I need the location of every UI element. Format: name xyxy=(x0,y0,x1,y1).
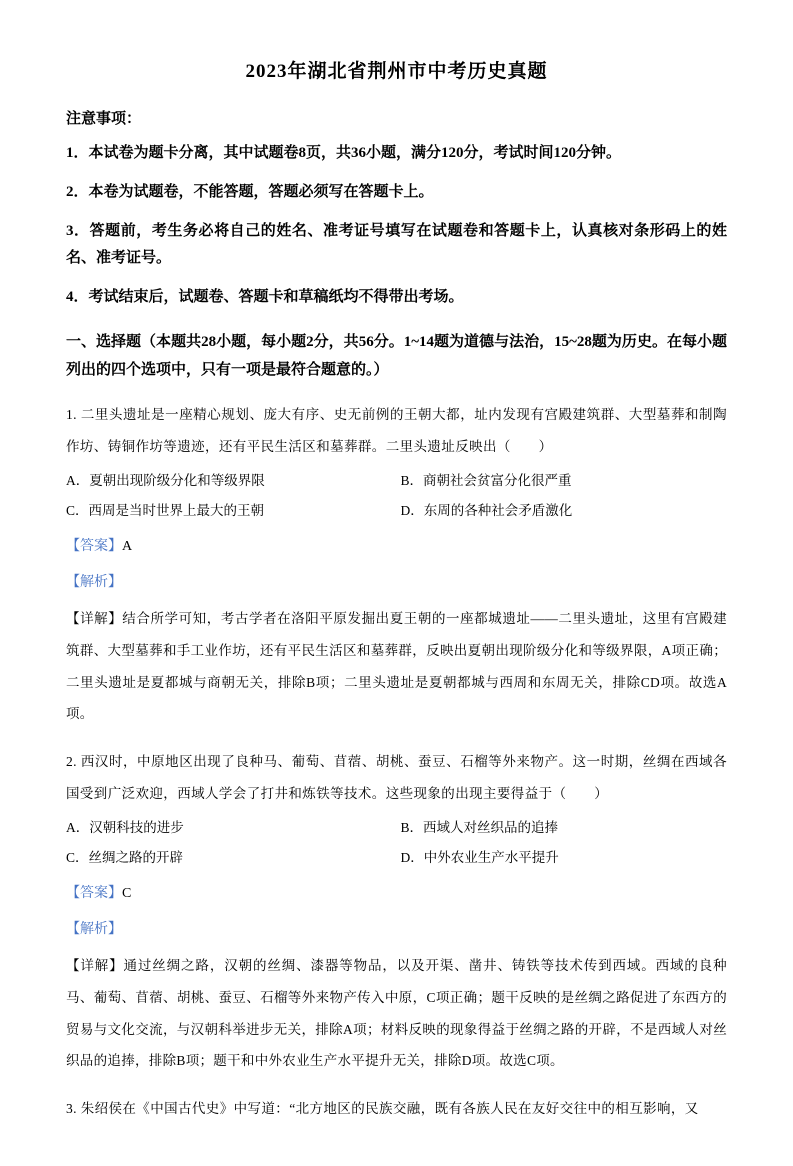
notice-item-1: 1．本试卷为题卡分离，其中试题卷8页，共36小题，满分120分，考试时间120分钟。 xyxy=(66,145,622,161)
analysis-label: 【解析】 xyxy=(66,921,122,937)
question-2 xyxy=(66,746,727,1077)
answer-label: 【答案】 xyxy=(66,539,122,555)
question-1-option-d: D．东周的各种社会矛盾激化 xyxy=(400,502,573,518)
notice-item-2: 2．本卷为试题卷，不能答题，答题必须写在答题卡上。 xyxy=(66,183,434,200)
question-2-stem: 2. 西汉时，中原地区出现了良种马、葡萄、苜蓿、胡桃、蚕豆、石榴等外来物产。这一时期，丝绸在西域各国受到广泛欢迎，西域人学会了打井和炼铁等技术。这些现象的出现主要得益于（ ） xyxy=(66,753,727,802)
question-2-detail: 【详解】通过丝绸之路，汉朝的丝绸、漆器等物品，以及开渠、凿井、铸铁等技术传到西域。西域的良种马、葡萄、苜蓿、胡桃、蚕豆、石榴等外来物产传入中原，C项正确；题干反映的是丝绸之路促进了东西方的贸易与文化交流，与汉朝科举进步无关，排除A项；材料反映的现象得益于丝绸之路的开辟，不是西域人对丝织品的追捧，排除B项；题干和中外农业生产水平提升无关，排除D项。故选C项。 xyxy=(66,958,727,1069)
question-1-option-a: A．夏朝出现阶级分化和等级界限 xyxy=(66,472,265,488)
question-1-options xyxy=(66,466,727,527)
question-1-answer-line xyxy=(66,532,727,561)
question-2-option-a: A．汉朝科技的进步 xyxy=(66,819,184,835)
question-1-detail: 【详解】结合所学可知，考古学者在洛阳平原发掘出夏王朝的一座都城遗址——二里头遗址，这里有宫殿建筑群、大型墓葬和手工业作坊，还有平民生活区和墓葬群，反映出夏朝出现阶级分化和等级界限，A项正确；二里头遗址是夏都城与商朝无关，排除B项；二里头遗址是夏朝都城与西周和东周无关，排除CD项。故选A项。 xyxy=(66,611,727,722)
question-2-answer-line xyxy=(66,879,727,908)
question-2-option-b: B．西域人对丝织品的追捧 xyxy=(400,819,559,835)
question-1-option-c: C．西周是当时世界上最大的王朝 xyxy=(66,502,265,518)
question-1-stem: 1. 二里头遗址是一座精心规划、庞大有序、史无前例的王朝大都，址内发现有宫殿建筑群、大型墓葬和制陶作坊、铸铜作坊等遗迹，还有平民生活区和墓葬群。二里头遗址反映出（ ） xyxy=(66,406,727,455)
analysis-label: 【解析】 xyxy=(66,574,122,590)
notice-section xyxy=(66,107,727,312)
notice-item-3: 3．答题前，考生务必将自己的姓名、准考证号填写在试题卷和答题卡上，认真核对条形码上的姓名、准考证号。 xyxy=(66,222,727,267)
question-3 xyxy=(66,1093,727,1125)
notice-item-4: 4．考试结束后，试题卷、答题卡和草稿纸均不得带出考场。 xyxy=(66,289,464,305)
question-1-option-b: B．商朝社会贫富分化很严重 xyxy=(400,472,572,488)
question-2-option-c: C．丝绸之路的开辟 xyxy=(66,850,184,866)
exam-title: 2023年湖北省荆州市中考历史真题 xyxy=(245,61,548,82)
answer-label: 【答案】 xyxy=(66,886,122,902)
question-1-answer-value: A xyxy=(122,539,133,555)
section-heading: 一、选择题（本题共28小题，每小题2分，共56分。1~14题为道德与法治，15~28题为历史。在每小题列出的四个选项中，只有一项是最符合题意的。） xyxy=(66,333,727,379)
question-1 xyxy=(66,399,727,730)
question-3-stem: 3. 朱绍侯在《中国古代史》中写道：“北方地区的民族交融，既有各族人民在友好交往中的相互影响，又 xyxy=(66,1101,699,1117)
question-2-options xyxy=(66,813,727,874)
question-2-analysis-line xyxy=(66,915,727,944)
question-1-analysis-line xyxy=(66,568,727,597)
question-2-option-d: D．中外农业生产水平提升 xyxy=(400,850,559,866)
notice-heading: 注意事项： xyxy=(66,111,142,127)
question-2-answer-value: C xyxy=(122,886,132,902)
